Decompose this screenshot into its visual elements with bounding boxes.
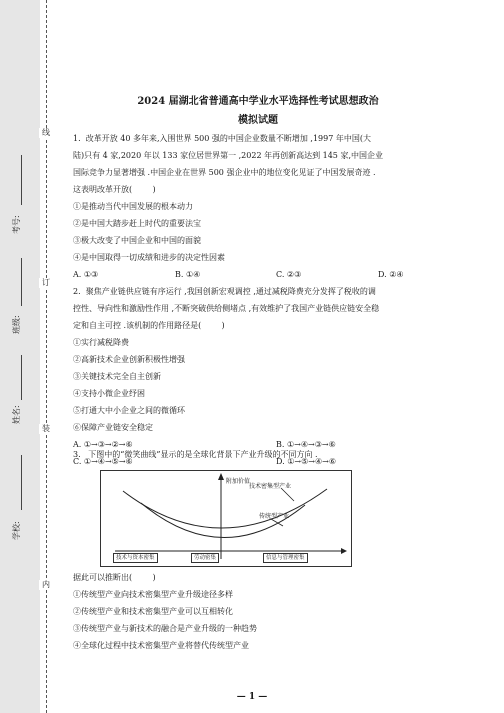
x-axis-arrow bbox=[341, 548, 347, 554]
question-3-after-line: 据此可以推断出( ) bbox=[73, 573, 156, 582]
question-3-option: ①传统型产业向技术密集型产业升级途径多样 bbox=[73, 590, 233, 599]
question-2-line: 定和自主可控 .该机制的作用路径是( ) bbox=[73, 321, 225, 330]
name-blank bbox=[21, 355, 22, 400]
question-1-line: 国际竞争力显著增强 .中国企业在世界 500 强企业中的地位变化见证了中国发展奇迹 . bbox=[73, 168, 376, 177]
class-label: 班级: bbox=[12, 315, 21, 334]
y-axis-label: 附加价值 bbox=[226, 478, 251, 485]
question-2-option: ①实行减税降费 bbox=[73, 338, 129, 347]
y-axis-arrow bbox=[218, 473, 224, 480]
question-3-option: ②传统型产业和技术密集型产业可以互相转化 bbox=[73, 607, 233, 616]
name-label: 姓名: bbox=[12, 405, 21, 424]
question-2-option: ⑤打通大中小企业之间的微循环 bbox=[73, 406, 185, 415]
question-2-option: ④支持小微企业纾困 bbox=[73, 389, 145, 398]
lower-smile-curve bbox=[141, 503, 305, 538]
question-1-answer-a: A. ①③ bbox=[73, 270, 99, 279]
question-3-option: ③传统型产业与新技术的融合是产业升级的一种趋势 bbox=[73, 624, 257, 633]
smile-curve-diagram bbox=[100, 470, 352, 567]
segment-box-left: 技术与资本密集 bbox=[113, 553, 158, 563]
binding-dashed-line bbox=[46, 0, 47, 713]
question-2-option: ⑥保障产业链安全稳定 bbox=[73, 423, 153, 432]
question-1-option: ③极大改变了中国企业和中国的面貌 bbox=[73, 236, 201, 245]
question-1-option: ④是中国取得一切成绩和进步的决定性因素 bbox=[73, 253, 225, 262]
upper-curve-label: 技术密集型产业 bbox=[249, 483, 292, 490]
exam-number-blank bbox=[21, 155, 22, 205]
question-2-answer-b: B. ①→④→③→⑥ bbox=[276, 440, 336, 449]
question-1-line: 1. 改革开放 40 多年来,入围世界 500 强的中国企业数量不断增加 ,1997 年中国(大 bbox=[73, 134, 371, 143]
smile-curve-svg bbox=[101, 471, 351, 566]
segment-box-middle: 劳动密集 bbox=[191, 553, 219, 563]
question-1-option: ①是推动当代中国发展的根本动力 bbox=[73, 202, 193, 211]
question-1-answer-d: D. ②④ bbox=[378, 270, 404, 279]
question-1-answer-b: B. ①④ bbox=[175, 270, 201, 279]
question-2-line: 2. 聚焦产业链供应链有序运行 ,我国创新宏观调控 ,通过减税降费充分发挥了税收的调 bbox=[73, 287, 376, 296]
question-2-answer-c: C. ①→④→⑤→⑥ bbox=[73, 457, 133, 466]
lower-curve-label: 传统型产业 bbox=[259, 513, 290, 520]
school-label: 学校: bbox=[12, 521, 21, 540]
school-blank bbox=[21, 455, 22, 510]
page-number: — 1 — bbox=[236, 692, 268, 702]
question-2-option: ②高新技术企业创新积极性增强 bbox=[73, 355, 185, 364]
exam-subtitle: 模拟试题 bbox=[238, 115, 278, 126]
cut-mark-ding: 订 bbox=[39, 278, 53, 288]
question-2-line: 控性、导向性和激励性作用 ,不断突破供给侧堵点 ,有效维护了我国产业链供应链安全稳 bbox=[73, 304, 380, 313]
question-1-line: 陆)只有 4 家,2020 年以 133 家位居世界第一 ,2022 年再创新高达到 145 家,中国企业 bbox=[73, 151, 383, 160]
lower-curve-pointer bbox=[271, 519, 283, 526]
cut-mark-nei: 内 bbox=[39, 580, 53, 590]
question-1-line: 这表明改革开放( ) bbox=[73, 185, 156, 194]
exam-title: 2024 届湖北省普通高中学业水平选择性考试思想政治 bbox=[137, 96, 379, 107]
upper-smile-curve bbox=[123, 489, 327, 528]
question-2-option: ③关键技术完全自主创新 bbox=[73, 372, 161, 381]
class-blank bbox=[21, 258, 22, 306]
question-3-option: ④全球化过程中技术密集型产业将替代传统型产业 bbox=[73, 641, 249, 650]
question-2-answer-d: D. ①→⑤→④→⑥ bbox=[276, 457, 337, 466]
binding-strip bbox=[0, 0, 40, 713]
question-2-answer-a: A. ①→③→②→⑥ bbox=[73, 440, 133, 449]
cut-mark-zhuang: 装 bbox=[39, 424, 53, 434]
question-3-stem-line: 3. 下图中的“微笑曲线”显示的是全球化背景下产业升级的不同方向 . bbox=[73, 450, 318, 459]
exam-number-label: 考号: bbox=[12, 215, 21, 234]
question-1-answer-c: C. ②③ bbox=[276, 270, 302, 279]
segment-box-right: 信息与管理密集 bbox=[263, 553, 308, 563]
question-1-option: ②是中国大踏步赶上时代的重要法宝 bbox=[73, 219, 201, 228]
cut-mark-xian: 线 bbox=[39, 128, 53, 138]
